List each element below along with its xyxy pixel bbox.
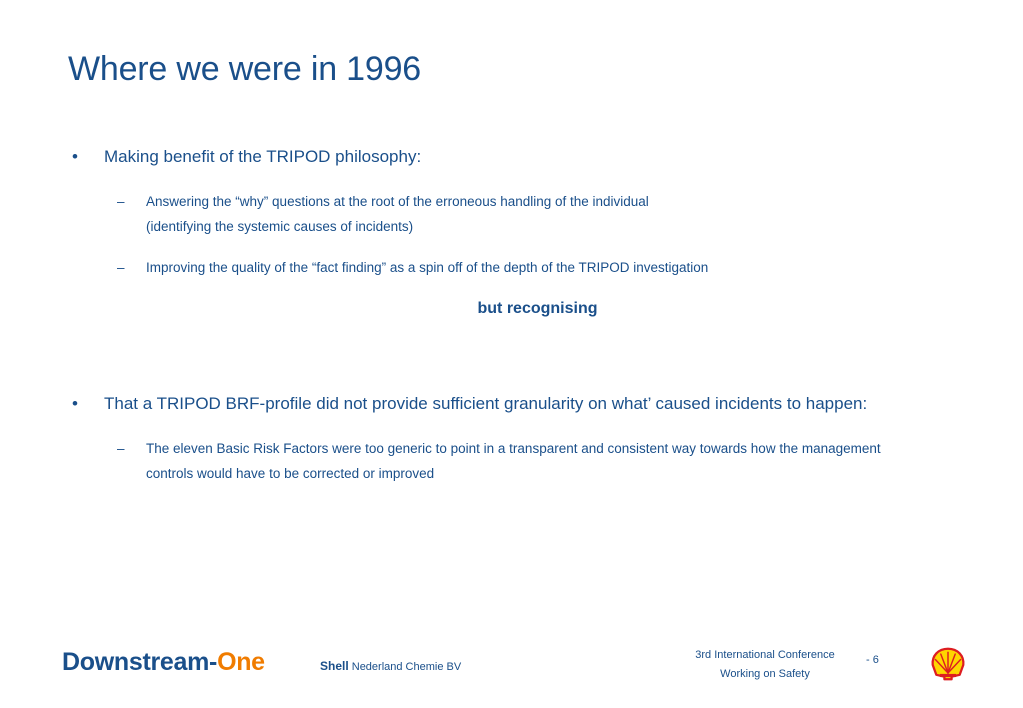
conference-info xyxy=(680,646,850,684)
bullet-text: That a TRIPOD BRF-profile did not provide sufficient granularity on what’ caused incidents to happen: xyxy=(104,394,868,413)
page-number: - 6 xyxy=(866,654,879,666)
conference-line: Working on Safety xyxy=(720,668,810,680)
logo-accent-text: One xyxy=(217,648,265,676)
conference-line: 3rd International Conference xyxy=(695,649,835,661)
sub-text-line: (identifying the systemic causes of incidents) xyxy=(146,219,414,234)
sub-text-line: controls would have to be corrected or improved xyxy=(146,466,435,481)
sub-mark: – xyxy=(117,260,125,275)
sub-text-line: Improving the quality of the “fact finding” as a spin off of the depth of the TRIPOD investigation xyxy=(146,260,709,275)
downstream-one-logo xyxy=(62,648,265,677)
bullet-mark: • xyxy=(72,394,78,413)
sub-text-line: The eleven Basic Risk Factors were too generic to point in a transparent and consistent way towards how the management xyxy=(146,441,881,456)
slide-title: Where we were in 1996 xyxy=(68,50,421,88)
shell-pecten-icon xyxy=(930,646,966,682)
sub-mark: – xyxy=(117,194,125,209)
bullet-text: Making benefit of the TRIPOD philosophy: xyxy=(104,147,422,166)
emphasis-note: but recognising xyxy=(477,300,598,317)
company-brand: Shell xyxy=(320,659,349,673)
company-name xyxy=(320,659,461,673)
sub-text-line: Answering the “why” questions at the root of the erroneous handling of the individual xyxy=(146,194,649,209)
bullet-mark: • xyxy=(72,147,78,166)
company-rest: Nederland Chemie BV xyxy=(348,661,462,673)
sub-mark: – xyxy=(117,441,125,456)
logo-main-text: Downstream- xyxy=(62,648,218,676)
slide-footer xyxy=(0,630,1023,708)
